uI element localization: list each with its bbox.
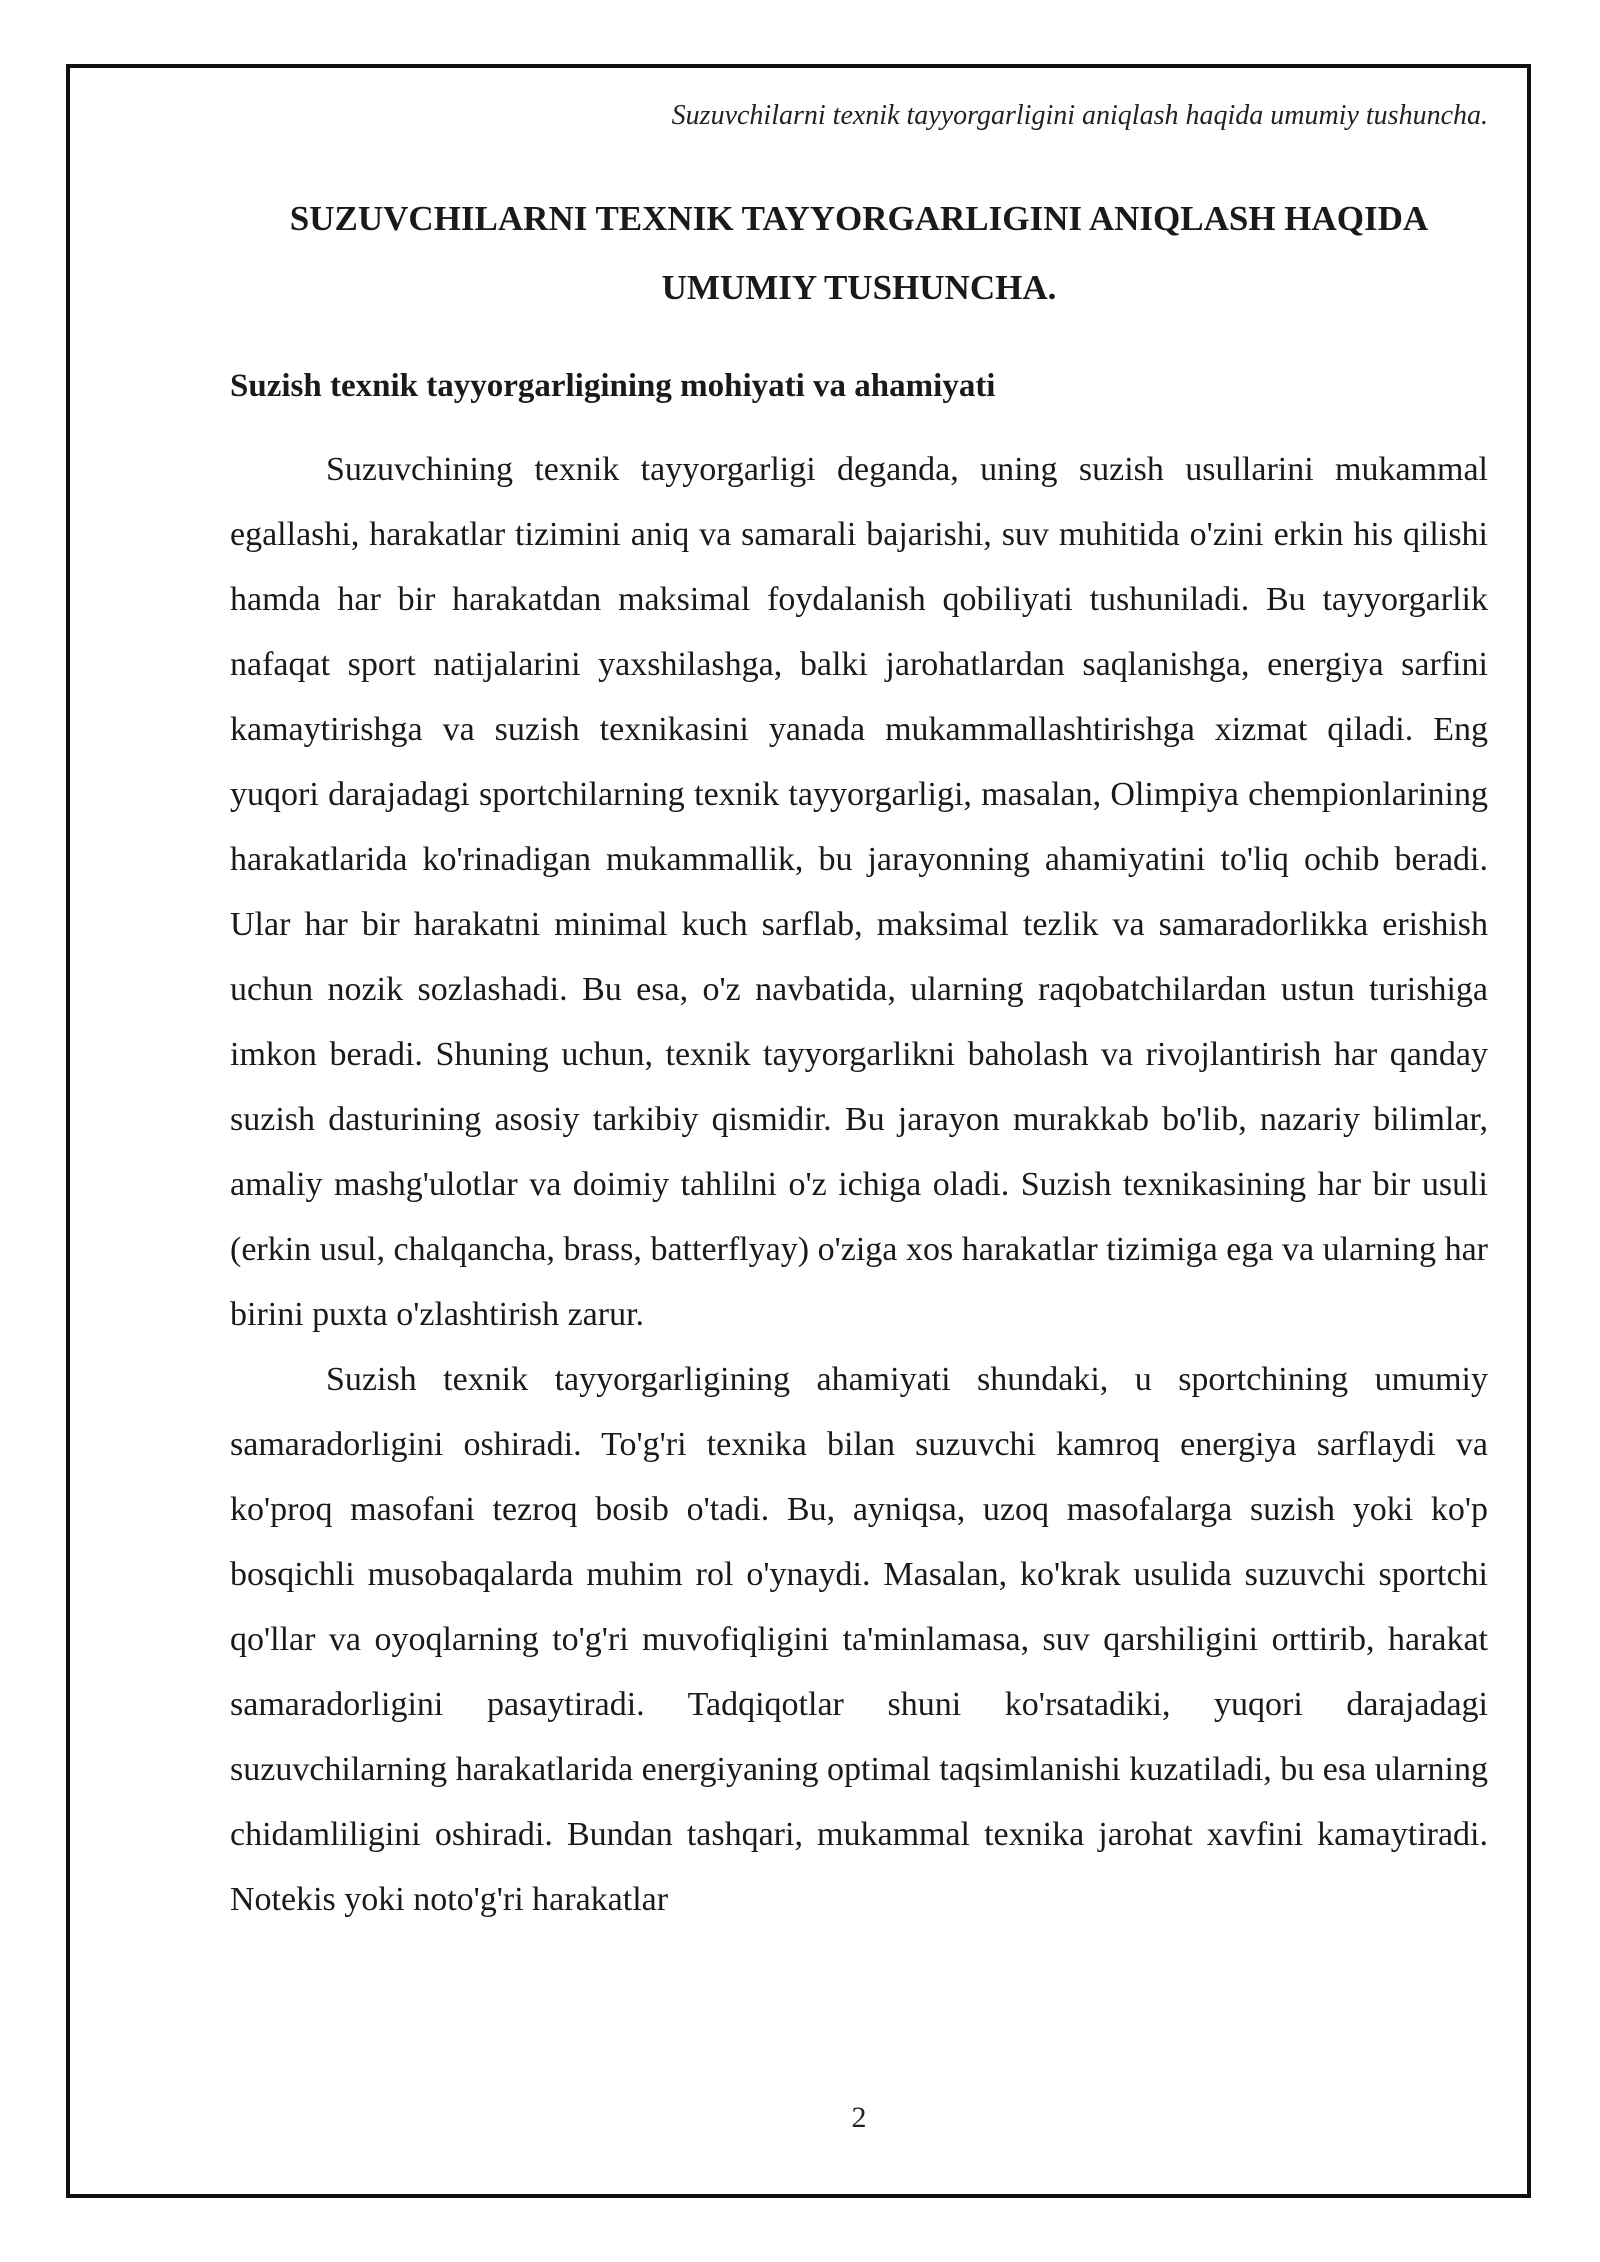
paragraph-2: Suzish texnik tayyorgarligining ahamiyati shundaki, u sportchining umumiy samaradorligini oshiradi. To'g'ri texnika bilan suzuvchi kamroq energiya sarflaydi va ko'proq masofani tezroq bosib o'tadi. Bu, ayniqsa, uzoq masofalarga suzish yoki ko'p bosqichli musobaqalarda muhim rol o'ynaydi. Masalan, ko'krak usulida suzuvchi sportchi qo'llar va oyoqlarning to'g'ri muvofiqligini ta'minlamasa, suv qarshiligini orttirib, harakat samaradorligini pasaytiradi. Tadqiqotlar shuni ko'rsatadiki, yuqori darajadagi suzuvchilarning harakatlarida energiyaning optimal taqsimlanishi kuzatiladi, bu esa ularning chidamliligini oshiradi. Bundan tashqari, mukammal texnika jarohat xavfini kamaytiradi. Notekis yoki noto'g'ri harakatlar	[230, 1361, 1488, 1918]
page-number: 2	[851, 2101, 867, 2134]
body-text	[230, 437, 1488, 1932]
paragraph-1: Suzuvchining texnik tayyorgarligi deganda, uning suzish usullarini mukammal egallashi, harakatlar tizimini aniq va samarali bajarishi, suv muhitida o'zini erkin his qilishi hamda har bir harakatdan maksimal foydalanish qobiliyati tushuniladi. Bu tayyorgarlik nafaqat sport natijalarini yaxshilashga, balki jarohatlardan saqlanishga, energiya sarfini kamaytirishga va suzish texnikasini yanada mukammallashtirishga xizmat qiladi. Eng yuqori darajadagi sportchilarning texnik tayyorgarligi, masalan, Olimpiya chempionlarining harakatlarida ko'rinadigan mukammallik, bu jarayonning ahamiyatini to'liq ochib beradi. Ular har bir harakatni minimal kuch sarflab, maksimal tezlik va samaradorlikka erishish uchun nozik sozlashadi. Bu esa, o'z navbatida, ularning raqobatchilardan ustun turishiga imkon beradi. Shuning uchun, texnik tayyorgarlikni baholash va rivojlantirish har qanday suzish dasturining asosiy tarkibiy qismidir. Bu jarayon murakkab bo'lib, nazariy bilimlar, amaliy mashg'ulotlar va doimiy tahlilni o'z ichiga oladi. Suzish texnikasining har bir usuli (erkin usul, chalqancha, brass, batterflyay) o'ziga xos harakatlar tizimiga ega va ularning har birini puxta o'zlashtirish zarur.	[230, 451, 1488, 1333]
section-heading: Suzish texnik tayyorgarligining mohiyati va ahamiyati	[230, 368, 996, 404]
document-title: SUZUVCHILARNI TEXNIK TAYYORGARLIGINI ANIQLASH HAQIDA UMUMIY TUSHUNCHA.	[289, 199, 1429, 307]
running-header: Suzuvchilarni texnik tayyorgarligini aniqlash haqida umumiy tushuncha.	[671, 100, 1488, 131]
